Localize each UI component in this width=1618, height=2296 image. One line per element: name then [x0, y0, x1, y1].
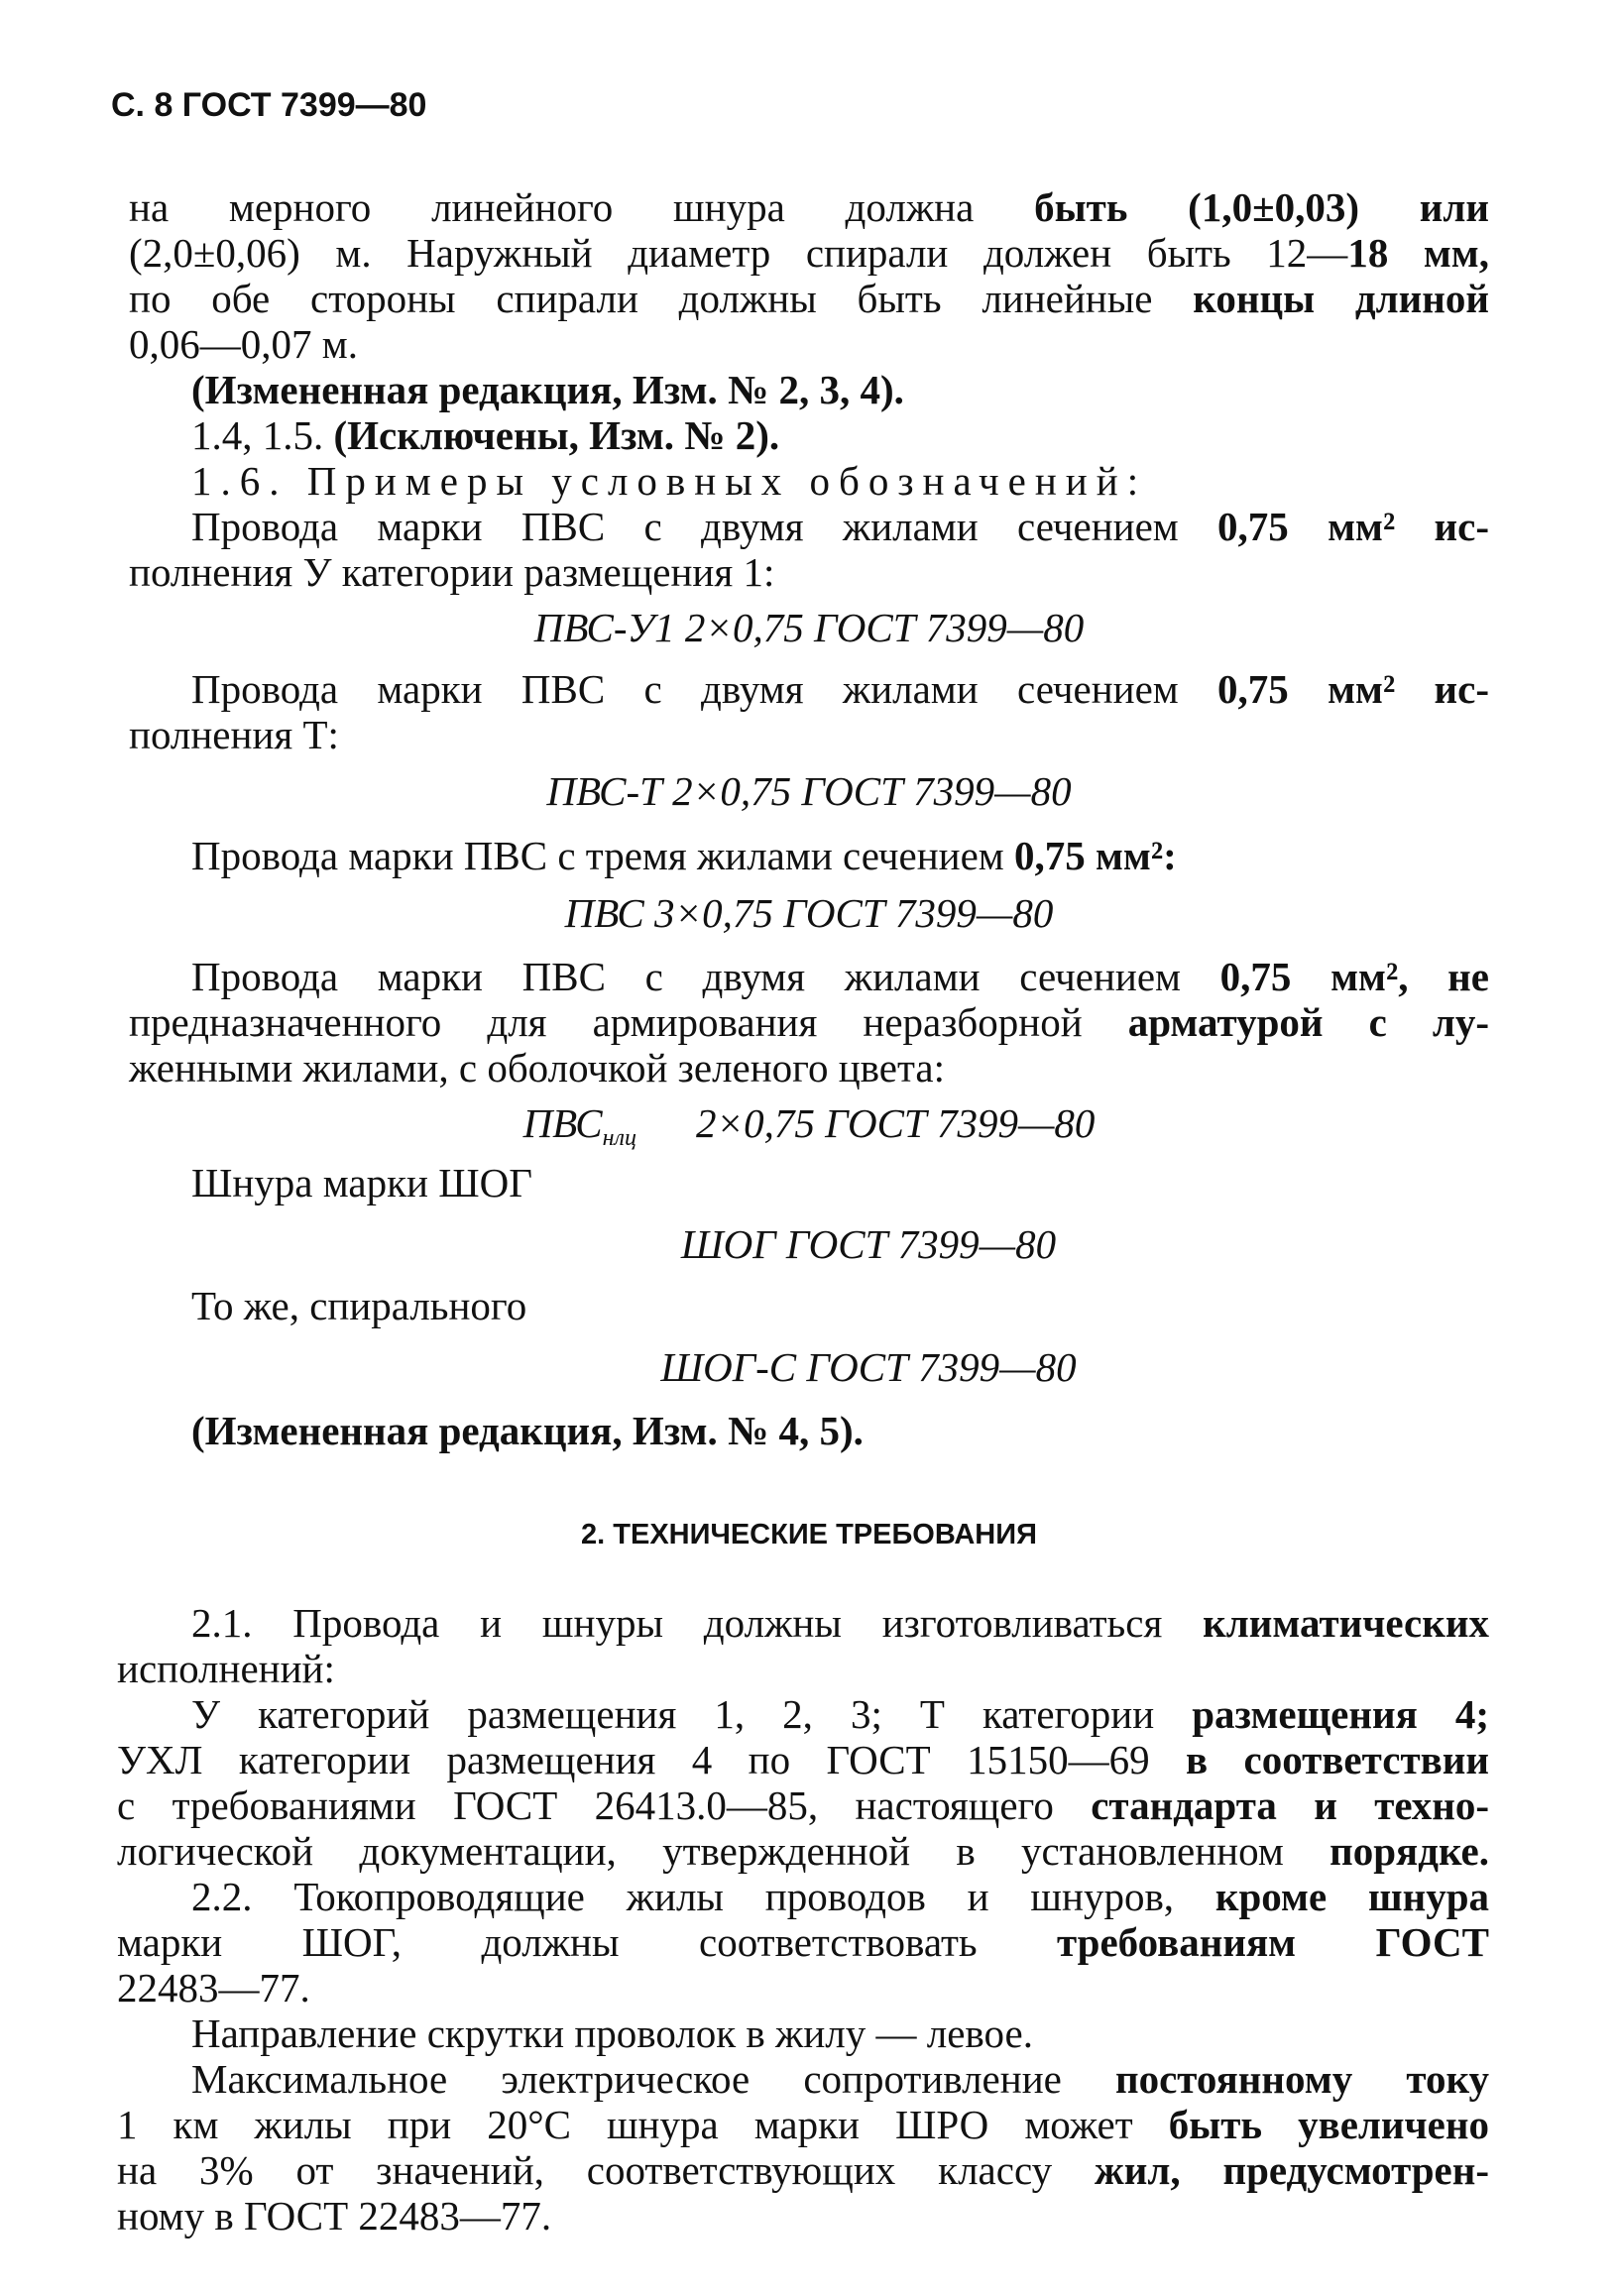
body-line: Максимальное электрическое сопротивление постоянному току — [191, 2056, 1489, 2102]
designation-example: ШОГ-С ГОСТ 7399—80 — [660, 1344, 1077, 1390]
amendment-note: (Измененная редакция, Изм. № 2, 3, 4). — [191, 367, 904, 412]
body-line: ному в ГОСТ 22483—77. — [117, 2193, 552, 2239]
body-line: (2,0±0,06) м. Наружный диаметр спирали должен быть 12—18 мм, — [129, 230, 1489, 276]
body-line: То же, спирального — [191, 1283, 527, 1328]
body-line: 22483—77. — [117, 1965, 310, 2010]
body-line: Провода марки ПВС с двумя жилами сечением 0,75 мм², не — [191, 954, 1490, 999]
body-line: марки ШОГ, должны соответствовать требованиям ГОСТ — [117, 1919, 1489, 1965]
designation-example: ПВС 3×0,75 ГОСТ 7399—80 — [564, 890, 1054, 936]
body-line: логической документации, утвержденной в установленном порядке. — [117, 1828, 1489, 1874]
page-header: С. 8 ГОСТ 7399—80 — [111, 86, 427, 124]
body-line: Провода марки ПВС с тремя жилами сечением 0,75 мм²: — [191, 833, 1177, 878]
body-line: полнения Т: — [129, 712, 339, 757]
body-line: с требованиями ГОСТ 26413.0—85, настоящего стандарта и техно- — [117, 1782, 1489, 1828]
body-line: 2.2. Токопроводящие жилы проводов и шнуров, кроме шнура — [191, 1874, 1490, 1919]
clause-1-6-heading: 1.6. Примеры условных обозначений: — [191, 458, 1148, 504]
designation-example: $ПВС_{нлц}$ 2×0,75 ГОСТ 7399—80 — [522, 1100, 1096, 1151]
amendment-note: (Измененная редакция, Изм. № 4, 5). — [191, 1408, 864, 1453]
body-line: У категорий размещения 1, 2, 3; Т категории размещения 4; — [191, 1691, 1490, 1737]
body-line: на 3% от значений, соответствующих классу жил, предусмотрен- — [117, 2147, 1489, 2193]
body-line: 2.1. Провода и шнуры должны изготовливаться климатических — [191, 1600, 1489, 1646]
body-line: по обе стороны спирали должны быть линейные концы длиной — [129, 276, 1489, 321]
section-title: 2. ТЕХНИЧЕСКИЕ ТРЕБОВАНИЯ — [581, 1519, 1037, 1550]
body-line: 0,06—0,07 м. — [129, 321, 358, 367]
body-line: женными жилами, с оболочкой зеленого цвета: — [129, 1045, 945, 1091]
clause-1-4: 1.4, 1.5. (Исключены, Изм. № 2). — [191, 412, 780, 458]
body-line: Провода марки ПВС с двумя жилами сечением 0,75 мм² ис- — [191, 504, 1490, 549]
body-line: исполнений: — [117, 1646, 335, 1691]
body-line: Шнура марки ШОГ — [191, 1160, 532, 1205]
body-line: на мерного линейного шнура должна быть (1,0±0,03) или — [129, 184, 1489, 230]
designation-example: ШОГ ГОСТ 7399—80 — [680, 1221, 1057, 1267]
body-line: УХЛ категории размещения 4 по ГОСТ 15150—69 в соответствии — [117, 1737, 1489, 1782]
body-line: полнения У категории размещения 1: — [129, 549, 775, 595]
body-line: 1 км жилы при 20°С шнура марки ШРО может быть увеличено — [117, 2102, 1489, 2147]
designation-example: ПВС-Т 2×0,75 ГОСТ 7399—80 — [546, 768, 1072, 814]
body-line: Направление скрутки проволок в жилу — левое. — [191, 2010, 1033, 2056]
body-line: Провода марки ПВС с двумя жилами сечением 0,75 мм² ис- — [191, 666, 1490, 712]
designation-example: ПВС-У1 2×0,75 ГОСТ 7399—80 — [533, 605, 1085, 650]
body-line: предназначенного для армирования неразборной арматурой с лу- — [129, 999, 1489, 1045]
